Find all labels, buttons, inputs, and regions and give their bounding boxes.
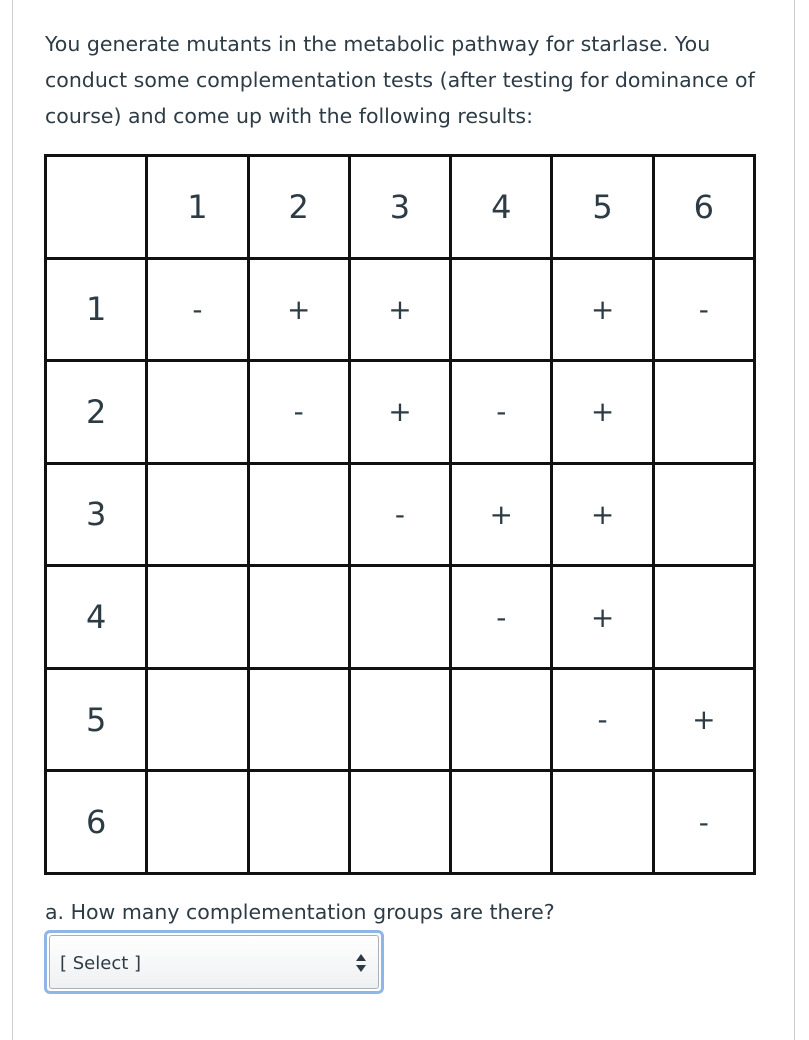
row-header: 3	[46, 463, 147, 566]
table-cell: +	[552, 566, 653, 669]
complementation-table	[44, 154, 756, 875]
table-cell: +	[349, 258, 450, 361]
table-cell: -	[653, 258, 754, 361]
table-row	[46, 668, 755, 771]
table-row	[46, 771, 755, 874]
row-header: 6	[46, 771, 147, 874]
table-cell: +	[552, 463, 653, 566]
table-cell: +	[248, 258, 349, 361]
table-cell	[248, 771, 349, 874]
table-cell	[451, 668, 552, 771]
table-cell: +	[653, 668, 754, 771]
column-header: 4	[451, 156, 552, 259]
row-header: 5	[46, 668, 147, 771]
table-cell	[147, 771, 248, 874]
table-cell	[147, 361, 248, 464]
table-cell	[349, 771, 450, 874]
table-cell: +	[552, 258, 653, 361]
row-header: 2	[46, 361, 147, 464]
table-row	[46, 361, 755, 464]
column-header: 5	[552, 156, 653, 259]
table-header-row	[46, 156, 755, 259]
column-header: 6	[653, 156, 754, 259]
table-cell	[147, 566, 248, 669]
table-cell: -	[349, 463, 450, 566]
question-a-text: a. How many complementation groups are there?	[45, 900, 555, 924]
table-cell	[147, 668, 248, 771]
answer-select-value: [ Select ]	[60, 953, 142, 974]
table-cell	[653, 566, 754, 669]
table-cell: -	[653, 771, 754, 874]
table-cell: +	[451, 463, 552, 566]
up-down-arrows-icon	[356, 952, 366, 974]
table-cell: -	[248, 361, 349, 464]
table-cell: +	[552, 361, 653, 464]
table-cell	[248, 463, 349, 566]
table-cell	[248, 668, 349, 771]
table-row	[46, 258, 755, 361]
answer-select-focus-ring	[44, 930, 384, 994]
question-prompt: You generate mutants in the metabolic pathway for starlase. You conduct some complementation tests (after testing for dominance of course) and come up with the following results:	[45, 32, 755, 128]
row-header: 1	[46, 258, 147, 361]
table-cell	[451, 771, 552, 874]
table-cell: +	[349, 361, 450, 464]
table-row	[46, 566, 755, 669]
table-cell: -	[451, 361, 552, 464]
column-header: 1	[147, 156, 248, 259]
table-cell	[653, 463, 754, 566]
table-cell	[451, 258, 552, 361]
column-header: 3	[349, 156, 450, 259]
table-row	[46, 463, 755, 566]
column-header: 2	[248, 156, 349, 259]
table-cell	[653, 361, 754, 464]
table-cell	[552, 771, 653, 874]
table-cell	[248, 566, 349, 669]
table-cell	[147, 463, 248, 566]
table-cell	[349, 668, 450, 771]
row-header: 4	[46, 566, 147, 669]
table-cell: -	[552, 668, 653, 771]
table-cell: -	[147, 258, 248, 361]
table-corner-cell	[46, 156, 147, 259]
answer-select[interactable]	[49, 935, 379, 989]
table-cell	[349, 566, 450, 669]
table-cell: -	[451, 566, 552, 669]
